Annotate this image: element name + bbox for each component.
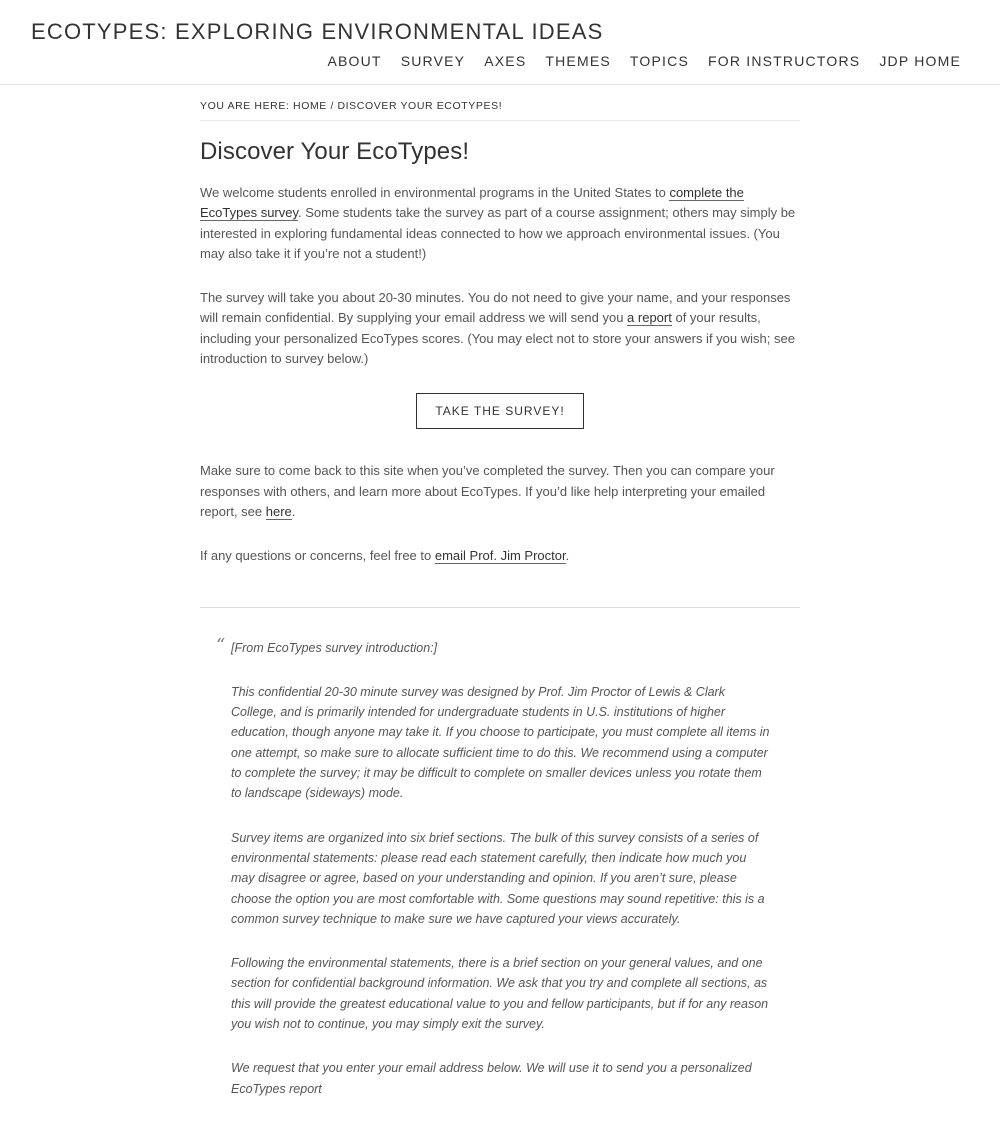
nav-about[interactable]: ABOUT [327, 53, 382, 69]
primary-nav [308, 53, 961, 69]
come-back-text: Make sure to come back to this site when you’ve completed the survey. Then you can compare your responses with others, and learn more about EcoTypes. If you’d like help interpreting your emailed report, see [200, 463, 775, 519]
duration-text-start: The survey will take you about 20-30 minutes. You do not need to give your name, and your responses will remain confidential. By supplying your email address we will send you [200, 290, 791, 326]
take-survey-button[interactable]: TAKE THE SURVEY! [416, 393, 583, 429]
nav-axes[interactable]: AXES [484, 53, 527, 69]
quote-paragraph: This confidential 20-30 minute survey was designed by Prof. Jim Proctor of Lewis & Clark College, and is primarily intended for undergraduate students in U.S. institutions of higher education, though anyone may take it. If you choose to participate, you must complete all items in one attempt, so make sure to allocate sufficient time to do this. We recommend using a computer to complete the survey; it may be difficult to complete on smaller devices unless you rotate them to landscape (sideways) mode. [231, 684, 770, 801]
quote-paragraph: We request that you enter your email address below. We will use it to send you a personalized EcoTypes report [231, 1061, 752, 1096]
breadcrumb [200, 100, 800, 121]
breadcrumb-home-link[interactable]: HOME [293, 100, 327, 112]
email-proctor-link[interactable]: email Prof. Jim Proctor [434, 548, 566, 564]
contact-text-end: . [565, 548, 570, 564]
nav-for-instructors[interactable]: FOR INSTRUCTORS [708, 53, 861, 69]
report-link[interactable]: a report [627, 310, 672, 326]
page-title: Discover Your EcoTypes! [200, 138, 470, 165]
intro-paragraph [200, 183, 800, 264]
nav-topics[interactable]: TOPICS [629, 53, 689, 69]
complete-survey-link[interactable]: complete the EcoTypes survey [200, 185, 744, 221]
come-back-paragraph [200, 461, 800, 522]
survey-intro-quote [200, 634, 800, 1099]
duration-paragraph [200, 288, 800, 369]
contact-text: If any questions or concerns, feel free to [200, 548, 435, 564]
contact-paragraph [200, 546, 800, 566]
site-title[interactable]: ECOTYPES: EXPLORING ENVIRONMENTAL IDEAS [31, 19, 604, 44]
quote-mark-icon: “ [216, 634, 226, 656]
quote-paragraph: Survey items are organized into six brief sections. The bulk of this survey consists of a series of environmental statements: please read each statement carefully, then indicate how much you may disagree or agree, based on your understanding and opinion. If you aren’t sure, please choose the option you are most comfortable with. Some questions may sound repetitive: this is a common survey technique to make sure we have captured your views accurately. [231, 830, 765, 926]
intro-text-start: We welcome students enrolled in environmental programs in the United States to [200, 185, 670, 200]
duration-text-end: of your results, including your personalized EcoTypes scores. (You may elect not to store your answers if you wish; see introduction to survey below.) [200, 310, 795, 367]
nav-themes[interactable]: THEMES [545, 53, 611, 69]
come-back-text-end: . [291, 503, 296, 519]
cta-wrapper [200, 393, 800, 429]
quote-paragraph: [From EcoTypes survey introduction:] [231, 640, 438, 655]
breadcrumb-current: DISCOVER YOUR ECOTYPES! [337, 100, 503, 112]
section-divider [200, 607, 800, 608]
nav-survey[interactable]: SURVEY [400, 53, 466, 69]
breadcrumb-prefix: YOU ARE HERE: [200, 100, 294, 112]
interpret-report-link[interactable]: here [265, 503, 292, 519]
site-header [0, 0, 1000, 85]
quote-paragraph: Following the environmental statements, there is a brief section on your general values, and one section for confidential background information. We ask that you try and complete all sections, as this will provide the greatest educational value to you and fellow participants, but if for any reason you wish not to continue, you may simply exit the survey. [231, 956, 769, 1032]
nav-jdp-home[interactable]: JDP HOME [879, 53, 961, 69]
main-content [200, 84, 800, 1123]
intro-text-end: . Some students take the survey as part of a course assignment; others may simply be interested in exploring fundamental ideas connected to how we approach environmental issues. (You may also take it if you’re not a student!) [200, 205, 796, 261]
breadcrumb-separator: / [326, 100, 338, 112]
